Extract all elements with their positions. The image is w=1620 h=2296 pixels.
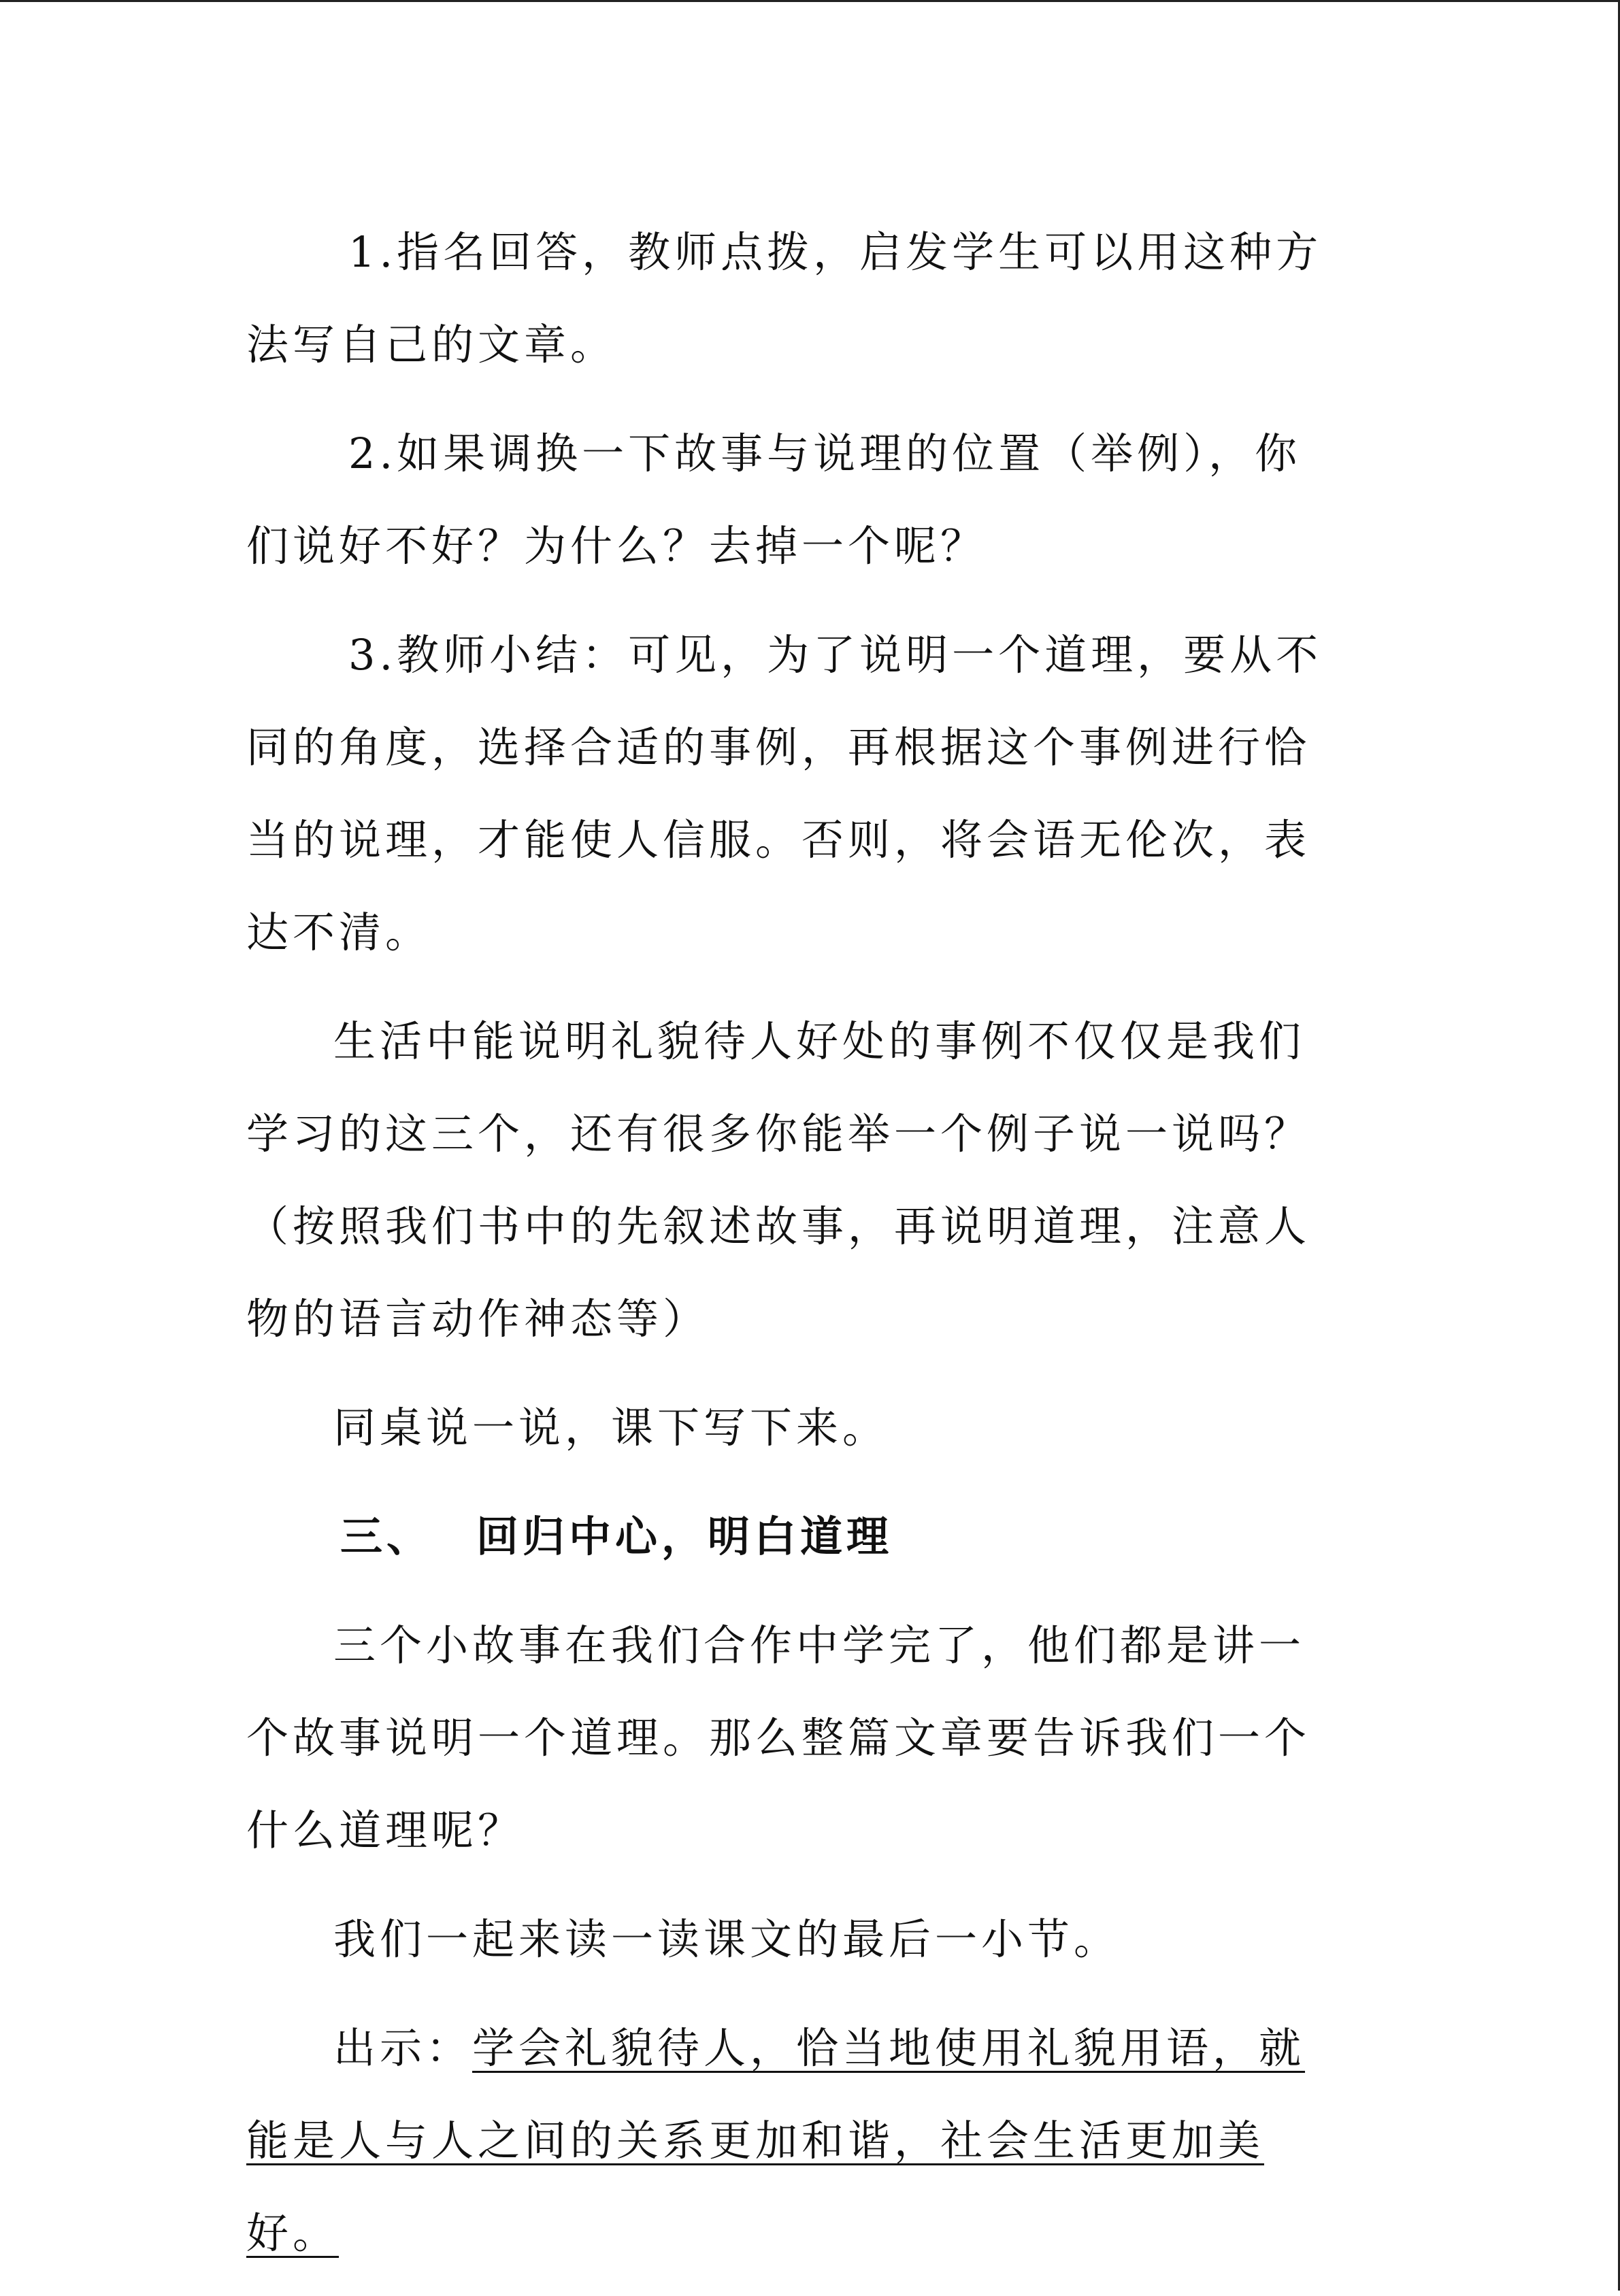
paragraph-2: 2.如果调换一下故事与说理的位置（举例），你们说好不好？为什么？去掉一个呢？	[246, 429, 1302, 571]
document-body	[246, 206, 1336, 2296]
paragraph-7: 我们一起来读一读课文的最后一小节。	[333, 1914, 1121, 1964]
section-title: 回归中心，明白道理	[476, 1512, 893, 1561]
display-label: 出示：	[333, 2023, 473, 2073]
section-number: 三、	[340, 1512, 433, 1561]
paragraph-3: 3.教师小结：可见，为了说明一个道理，要从不同的角度，选择合适的事例，再根据这个事例进行恰当的说理，才能使人信服。否则，将会语无伦次，表达不清。	[246, 630, 1323, 957]
paragraph-4: 生活中能说明礼貌待人好处的事例不仅仅是我们学习的这三个，还有很多你能举一个例子说一说吗？（按照我们书中的先叙述故事，再说明道理，注意人物的语言动作神态等）	[246, 1016, 1311, 1344]
paragraph-6: 三个小故事在我们合作中学完了，他们都是讲一个故事说明一个道理。那么整篇文章要告诉我们一个什么道理呢？	[246, 1620, 1311, 1855]
paragraph-5: 同桌说一说，课下写下来。	[333, 1403, 889, 1452]
section-heading	[246, 1491, 1336, 1583]
paragraph-1: 1.指名回答，教师点拨，启发学生可以用这种方法写自己的文章。	[246, 227, 1323, 369]
paragraph-8	[246, 2002, 1336, 2280]
underlined-quote: 学会礼貌待人，恰当地使用礼貌用语，就能是人与人之间的关系更加和谐，社会生活更加美好。	[246, 2023, 1306, 2258]
